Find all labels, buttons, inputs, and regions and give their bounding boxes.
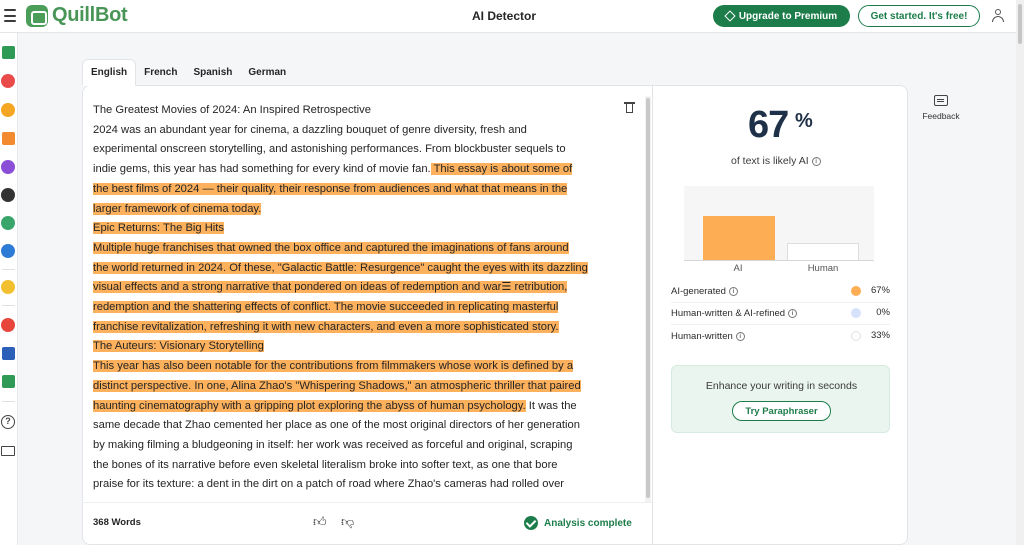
text-line bbox=[93, 259, 625, 279]
text-line bbox=[93, 337, 625, 357]
text-line bbox=[93, 278, 625, 298]
text-line bbox=[93, 160, 625, 180]
info-icon[interactable]: i bbox=[736, 332, 745, 341]
tools-sidebar bbox=[0, 33, 18, 545]
ai-highlighted-text: distinct perspective. In one, Alina Zhao's "Whispering Shadows," an atmospheric thriller that paired bbox=[93, 379, 581, 392]
text-line bbox=[93, 298, 625, 318]
sidebar-divider bbox=[2, 401, 15, 402]
text-line bbox=[93, 456, 625, 476]
text-line bbox=[93, 397, 625, 417]
text-line bbox=[93, 357, 625, 377]
enhance-writing-text: Enhance your writing in seconds bbox=[705, 380, 858, 392]
word-addin-icon[interactable] bbox=[2, 347, 15, 360]
diamond-icon bbox=[724, 10, 735, 21]
analysis-status bbox=[524, 516, 632, 530]
text-line bbox=[93, 180, 625, 200]
ai-highlighted-text: This year has also been notable for the contributions from filmmakers whose work is defined by a bbox=[93, 360, 574, 373]
ai-highlighted-text: the best films of 2024 — their quality, their response from audiences and what that means in the bbox=[93, 182, 568, 195]
text-segment: by making filming a bludgeoning in itself: her work was received as forceful and original, scraping bbox=[93, 438, 573, 451]
text-line bbox=[93, 140, 625, 160]
tab-french[interactable]: French bbox=[144, 67, 178, 78]
ai-highlighted-text: larger framework of cinema today. bbox=[93, 202, 262, 215]
legend-human-ai-refined bbox=[671, 304, 890, 322]
legend-value: 67% bbox=[870, 285, 890, 296]
chart-label-human: Human bbox=[807, 263, 839, 274]
ai-score-caption bbox=[731, 155, 821, 167]
text-line bbox=[93, 121, 625, 141]
ai-writer-tool-icon[interactable] bbox=[1, 244, 15, 258]
upgrade-premium-label: Upgrade to Premium bbox=[738, 10, 838, 22]
info-icon[interactable]: i bbox=[729, 287, 738, 296]
ai-highlighted-text: haunting cinematography with a gripping plot exploring the abyss of human psychology. bbox=[93, 399, 526, 412]
paraphraser-tool-icon[interactable] bbox=[2, 46, 15, 59]
text-segment: The Greatest Movies of 2024: An Inspired Retrospective bbox=[93, 104, 371, 116]
editor-scrollbar[interactable] bbox=[645, 96, 651, 502]
legend-label: Human-written bbox=[671, 330, 733, 342]
ai-highlighted-text: Multiple huge franchises that owned the box office and captured the imaginations of fans around bbox=[93, 241, 569, 254]
ai-detector-tool-icon[interactable] bbox=[1, 103, 15, 117]
ai-highlighted-text: franchise revitalization, refreshing it with new characters, and even a more sophisticated story. bbox=[93, 320, 559, 333]
info-icon[interactable]: i bbox=[788, 309, 797, 318]
chart-bar-human bbox=[787, 243, 859, 261]
tab-spanish[interactable]: Spanish bbox=[193, 67, 233, 78]
legend-label: AI-generated bbox=[671, 285, 726, 297]
thumbs-down-icon[interactable]: 👎︎ bbox=[341, 514, 355, 529]
ai-score-caption-text: of text is likely AI bbox=[731, 155, 809, 167]
input-text-area[interactable] bbox=[93, 101, 625, 497]
analysis-status-label: Analysis complete bbox=[544, 517, 632, 529]
legend-dot bbox=[851, 331, 861, 341]
text-segment: the bones of its narrative before even skeletal literalism broke into softer text, as one that bore bbox=[93, 458, 558, 471]
word-count: 368 Words bbox=[93, 517, 141, 528]
check-circle-icon bbox=[524, 516, 538, 530]
editor-footer-divider bbox=[82, 502, 652, 503]
ai-highlighted-text: visual effects and a strong narrative that pondered on ideas of redemption and war☰ retribution, bbox=[93, 281, 568, 294]
citation-generator-tool-icon[interactable] bbox=[1, 216, 15, 230]
ai-score-suffix: % bbox=[795, 110, 813, 132]
get-started-button[interactable]: Get started. It's free! bbox=[858, 5, 980, 27]
chart-bar-ai bbox=[703, 216, 775, 261]
page-title: AI Detector bbox=[471, 9, 536, 23]
plagiarism-checker-tool-icon[interactable] bbox=[2, 132, 15, 145]
text-segment: 2024 was an abundant year for cinema, a dazzling bouquet of genre diversity, fresh and bbox=[93, 123, 527, 136]
feedback-label: Feedback bbox=[922, 111, 960, 121]
page-scrollbar[interactable] bbox=[1016, 0, 1024, 545]
tab-german[interactable]: German bbox=[248, 67, 287, 78]
ai-highlighted-text: redemption and the shattering effects of conflict. The movie succeeded in replicating masterful bbox=[93, 301, 559, 314]
chrome-extension-icon[interactable] bbox=[1, 318, 15, 332]
legend-value: 33% bbox=[870, 330, 890, 341]
tab-english[interactable]: English bbox=[82, 59, 136, 86]
legend-human-written bbox=[671, 327, 890, 345]
sidebar-divider bbox=[2, 305, 15, 306]
text-line bbox=[93, 200, 625, 220]
text-line bbox=[93, 436, 625, 456]
sidebar-divider bbox=[2, 269, 15, 270]
mail-icon[interactable] bbox=[1, 446, 15, 456]
text-line bbox=[93, 416, 625, 436]
text-line bbox=[93, 219, 625, 239]
language-tabs bbox=[82, 59, 294, 86]
ai-highlighted-text: Epic Returns: The Big Hits bbox=[93, 222, 224, 235]
desktop-app-icon[interactable] bbox=[2, 375, 15, 388]
ai-highlighted-text: This essay is about some of bbox=[430, 163, 573, 176]
text-line bbox=[93, 475, 625, 495]
text-segment: same decade that Zhao cemented her place as one of the most original directors of her generation bbox=[93, 419, 580, 432]
info-icon[interactable]: i bbox=[812, 157, 821, 166]
upgrade-premium-button[interactable] bbox=[713, 5, 850, 27]
logo-text: QuillBot bbox=[52, 4, 128, 26]
thumbs-up-icon[interactable]: 👍︎ bbox=[313, 514, 327, 529]
feedback-icon bbox=[934, 95, 948, 106]
legend-label: Human-written & AI-refined bbox=[671, 307, 786, 319]
ai-highlighted-text: the world returned in 2024. Of these, "Galactic Battle: Resurgence" caught the eyes with its dazzling bbox=[93, 261, 588, 274]
legend-dot bbox=[851, 308, 861, 318]
delete-text-icon[interactable] bbox=[624, 101, 635, 114]
chart-label-ai: AI bbox=[733, 263, 743, 274]
score-bar-chart bbox=[684, 186, 874, 261]
text-segment: indie gems, this year has had something for every kind of movie fan. bbox=[93, 163, 431, 176]
summarizer-tool-icon[interactable] bbox=[1, 160, 15, 174]
feedback-button[interactable] bbox=[920, 95, 962, 121]
try-paraphraser-button[interactable]: Try Paraphraser bbox=[732, 401, 831, 421]
ai-highlighted-text: The Auteurs: Visionary Storytelling bbox=[93, 340, 264, 353]
user-account-icon[interactable] bbox=[990, 8, 1006, 24]
legend-divider bbox=[671, 324, 890, 325]
text-segment: It was the bbox=[525, 399, 577, 412]
enhance-writing-panel bbox=[671, 365, 890, 433]
grammar-checker-tool-icon[interactable] bbox=[1, 74, 15, 88]
text-line bbox=[93, 318, 625, 338]
chart-baseline bbox=[684, 260, 874, 261]
text-line bbox=[93, 377, 625, 397]
panel-divider bbox=[652, 86, 653, 545]
translator-tool-icon[interactable] bbox=[1, 188, 15, 202]
top-bar bbox=[0, 0, 1024, 33]
ai-score-value: 67 bbox=[748, 104, 789, 146]
help-icon[interactable]: ? bbox=[1, 415, 15, 429]
text-segment: experimental onscreen storytelling, and astonishing performances. From blockbuster sequels to bbox=[93, 143, 566, 156]
legend-ai-generated bbox=[671, 282, 890, 300]
legend-divider bbox=[671, 302, 890, 303]
legend-dot bbox=[851, 286, 861, 296]
text-segment: praise for its texture: a dent in the dirt on a patch of road where Zhao's cameras had rolled over bbox=[93, 478, 565, 491]
legend-value: 0% bbox=[876, 307, 890, 318]
text-line bbox=[93, 101, 625, 121]
text-line bbox=[93, 239, 625, 259]
premium-diamond-icon[interactable] bbox=[1, 280, 15, 294]
